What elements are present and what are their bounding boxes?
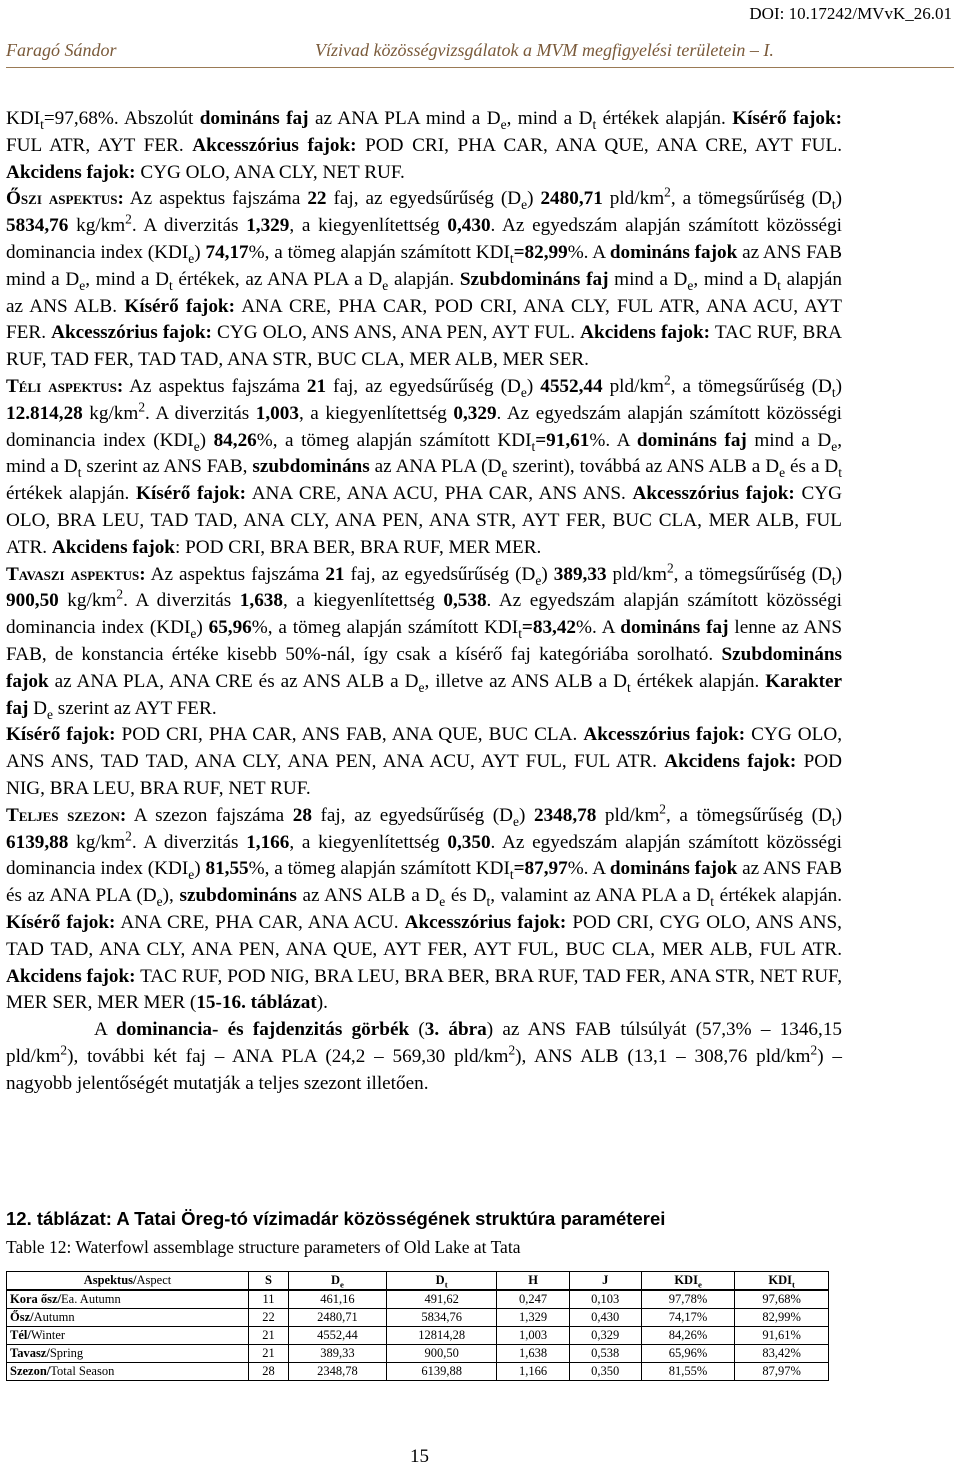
paragraph-full-season: Teljes szezon: A szezon fajszáma 28 faj, az egyedsűrűség $(D_e)$ 2348,78 pld/$km^2$, a tömegsűrűség $(D_t)$ 6139,88 $kg/km^2$. A diverzitás 1,166, a kiegyenlítettség 0,350. Az egyedszám alapján számított közösségi dominancia index $(KDI_e)$ 81,55%, a tömeg alapján számított $KDI_t=87,97\%$. A domináns fajok az ANS FAB és az ANA PLA $(D_e)$, szubdomináns az ANS ALB a $D_e$ és $D_t$, valamint az ANA PLA a $D_t$ értékek alapján. Kísérő fajok: ANA CRE, PHA CAR, ANA ACU. Akcesszórius fajok: POD CRI, CYG OLO, ANS ANS, TAD TAD, ANA CLY, ANA PEN, ANA QUE, AYT FER, AYT FUL, BUC CLA, MER ALB, FUL ATR. Akcidens fajok: TAC RUF, POD NIG, BRA LEU, BRA BER, BRA RUF, TAD FER, ANA STR, NET RUF, MER SER, MER MER (15-16. táblázat). (6, 801, 843, 1014)
row-label: Ősz/Autumn (7, 1309, 249, 1327)
table-cell: 4552,44 (288, 1327, 386, 1345)
paragraph-spring-species: Kísérő fajok: POD CRI, PHA CAR, ANS FAB, ANA QUE, BUC CLA. Akcesszórius fajok: CYG OLO, ANS ANS, TAD TAD, ANA CLY, ANA PEN, ANA ACU, AYT FUL, FUL ATR. Akcidens fajok: POD NIG, BRA LEU, BRA RUF, NET RUF. (6, 724, 843, 799)
table-cell: 21 (248, 1327, 288, 1345)
doi-label: DOI: 10.17242/MVvK_26.01 (749, 4, 952, 23)
header-author: Faragó Sándor (6, 40, 117, 60)
table-cell: 389,33 (288, 1345, 386, 1363)
table-row (7, 1345, 829, 1363)
table-cell: 97,78% (641, 1290, 735, 1309)
table-header-cell: J (569, 1272, 641, 1291)
table-cell: 11 (248, 1290, 288, 1309)
table-cell: 97,68% (735, 1290, 829, 1309)
table-cell: 0,329 (569, 1327, 641, 1345)
row-label: Kora ősz/Ea. Autumn (7, 1290, 249, 1309)
table-cell: 1,638 (497, 1345, 569, 1363)
table-header-row (7, 1272, 829, 1291)
paragraph-spring: Tavaszi aspektus: Az aspektus fajszáma 21 faj, az egyedsűrűség $(D_e)$ 389,33 pld/$km^2$, a tömegsűrűség $(D_t)$ 900,50 $kg/km^2$. A diverzitás 1,638, a kiegyenlítettség 0,538. Az egyedszám alapján számított közösségi dominancia index $(KDI_e)$ 65,96%, a tömeg alapján számított $KDI_t=83,42\%$. A domináns faj lenne az ANS FAB, de konstancia értéke kisebb 50%-nál, így csak a kísérő faj kategóriába sorolható. Szubdomináns fajok az ANA PLA, ANA CRE és az ANS ALB a $D_e$, illetve az ANS ALB a $D_t$ értékek alapján. Karakter faj $D_e$ szerint az AYT FER. (6, 560, 843, 722)
table-cell: 1,166 (497, 1363, 569, 1381)
paragraph-winter: Téli aspektus: Az aspektus fajszáma 21 faj, az egyedsűrűség $(D_e)$ 4552,44 pld/$km^2$, a tömegsűrűség $(D_t)$ 12.814,28 $kg/km^2$. A diverzitás 1,003, a kiegyenlítettség 0,329. Az egyedszám alapján számított közösségi dominancia index $(KDI_e)$ 84,26%, a tömeg alapján számított $KDI_t=91,61\%$. A domináns faj mind a $D_e$, mind a $D_t$ szerint az ANS FAB, szubdomináns az ANA PLA ($D_e$ szerint), továbbá az ANS ALB a $D_e$ és a $D_t$ értékek alapján. Kísérő fajok: ANA CRE, ANA ACU, PHA CAR, ANS ANS. Akcesszórius fajok: CYG OLO, BRA LEU, TAD TAD, ANA CLY, ANA PEN, ANA STR, AYT FER, BUC CLA, MER ALB, FUL ATR. Akcidens fajok: POD CRI, BRA BER, BRA RUF, MER MER. (6, 372, 843, 558)
table-cell: 900,50 (386, 1345, 497, 1363)
table-cell: 22 (248, 1309, 288, 1327)
table-cell: 0,350 (569, 1363, 641, 1381)
table-header-cell: $D_e$ (288, 1272, 386, 1291)
table-cell: 74,17% (641, 1309, 735, 1327)
table-cell: 2480,71 (288, 1309, 386, 1327)
table-cell: 87,97% (735, 1363, 829, 1381)
table-row (7, 1363, 829, 1381)
paragraph-curves: A dominancia- és fajdenzitás görbék (3. ábra) az ANS FAB túlsúlyát (57,3% – 1346,15 pld/$km^2$), további két faj – ANA PLA (24,2 – 569,30 pld/$km^2$), ANS ALB (13,1 – 308,76 pld/$km^2$) – nagyobb jelentőségét mutatják a teljes szezont illetően. (6, 1019, 843, 1094)
table-cell: 491,62 (386, 1290, 497, 1309)
table-cell: 81,55% (641, 1363, 735, 1381)
table-cell: 12814,28 (386, 1327, 497, 1345)
table-cell: 1,003 (497, 1327, 569, 1345)
table-cell: 65,96% (641, 1345, 735, 1363)
paragraph-early-autumn-end: $KDI_t=97,68\%$. Abszolút domináns faj az ANA PLA mind a $D_e$, mind a $D_t$ értékek alapján. Kísérő fajok: FUL ATR, AYT FER. Akcesszórius fajok: POD CRI, PHA CAR, ANA QUE, ANA CRE, AYT FUL. Akcidens fajok: CYG OLO, ANA CLY, NET RUF. (6, 108, 843, 183)
table-header-cell: $D_t$ (386, 1272, 497, 1291)
table-row (7, 1290, 829, 1309)
table-cell: 5834,76 (386, 1309, 497, 1327)
table-cell: 21 (248, 1345, 288, 1363)
table-cell: 6139,88 (386, 1363, 497, 1381)
header-title: Vízivad közösségvizsgálatok a MVM megfigyelési területein – I. (315, 40, 774, 60)
table-header-cell: $KDI_e$ (641, 1272, 735, 1291)
table-cell: 0,103 (569, 1290, 641, 1309)
table-cell: 91,61% (735, 1327, 829, 1345)
table-subtitle: Table 12: Waterfowl assemblage structure parameters of Old Lake at Tata (6, 1237, 521, 1257)
table-body (7, 1290, 829, 1381)
table-row (7, 1327, 829, 1345)
body-text (6, 106, 842, 1097)
table-cell: 82,99% (735, 1309, 829, 1327)
table-cell: 0,247 (497, 1290, 569, 1309)
table-cell: 28 (248, 1363, 288, 1381)
header-rule (6, 67, 954, 68)
table-header-cell: $KDI_t$ (735, 1272, 829, 1291)
row-label: Tavasz/Spring (7, 1345, 249, 1363)
table-cell: 461,16 (288, 1290, 386, 1309)
table-cell: 0,430 (569, 1309, 641, 1327)
structure-table (6, 1271, 829, 1381)
table-cell: 1,329 (497, 1309, 569, 1327)
row-label: Szezon/Total Season (7, 1363, 249, 1381)
table-row (7, 1309, 829, 1327)
table-cell: 2348,78 (288, 1363, 386, 1381)
table-cell: 84,26% (641, 1327, 735, 1345)
table-cell: 83,42% (735, 1345, 829, 1363)
table-header-cell: H (497, 1272, 569, 1291)
table-title: 12. táblázat: A Tatai Öreg-tó vízimadár közösségének struktúra paraméterei (6, 1208, 666, 1229)
row-label: Tél/Winter (7, 1327, 249, 1345)
table-header-cell: S (248, 1272, 288, 1291)
paragraph-autumn: Őszi aspektus: Az aspektus fajszáma 22 faj, az egyedsűrűség $(D_e)$ 2480,71 pld/$km^2$, a tömegsűrűség $(D_t)$ 5834,76 $kg/km^2$. A diverzitás 1,329, a kiegyenlítettség 0,430. Az egyedszám alapján számított közösségi dominancia index $(KDI_e)$ 74,17%, a tömeg alapján számított $KDI_t=82,99\%$. A domináns fajok az ANS FAB mind a $D_e$, mind a $D_t$ értékek, az ANA PLA a $D_e$ alapján. Szubdomináns faj mind a $D_e$, mind a $D_t$ alapján az ANS ALB. Kísérő fajok: ANA CRE, PHA CAR, POD CRI, ANA CLY, FUL ATR, ANA ACU, AYT FER. Akcesszórius fajok: CYG OLO, ANS ANS, ANA PEN, AYT FUL. Akcidens fajok: TAC RUF, BRA RUF, TAD FER, TAD TAD, ANA STR, BUC CLA, MER ALB, MER SER. (6, 185, 843, 371)
table-header-cell: Aspektus/Aspect (7, 1272, 249, 1291)
table-cell: 0,538 (569, 1345, 641, 1363)
page-number: 15 (410, 1446, 429, 1467)
